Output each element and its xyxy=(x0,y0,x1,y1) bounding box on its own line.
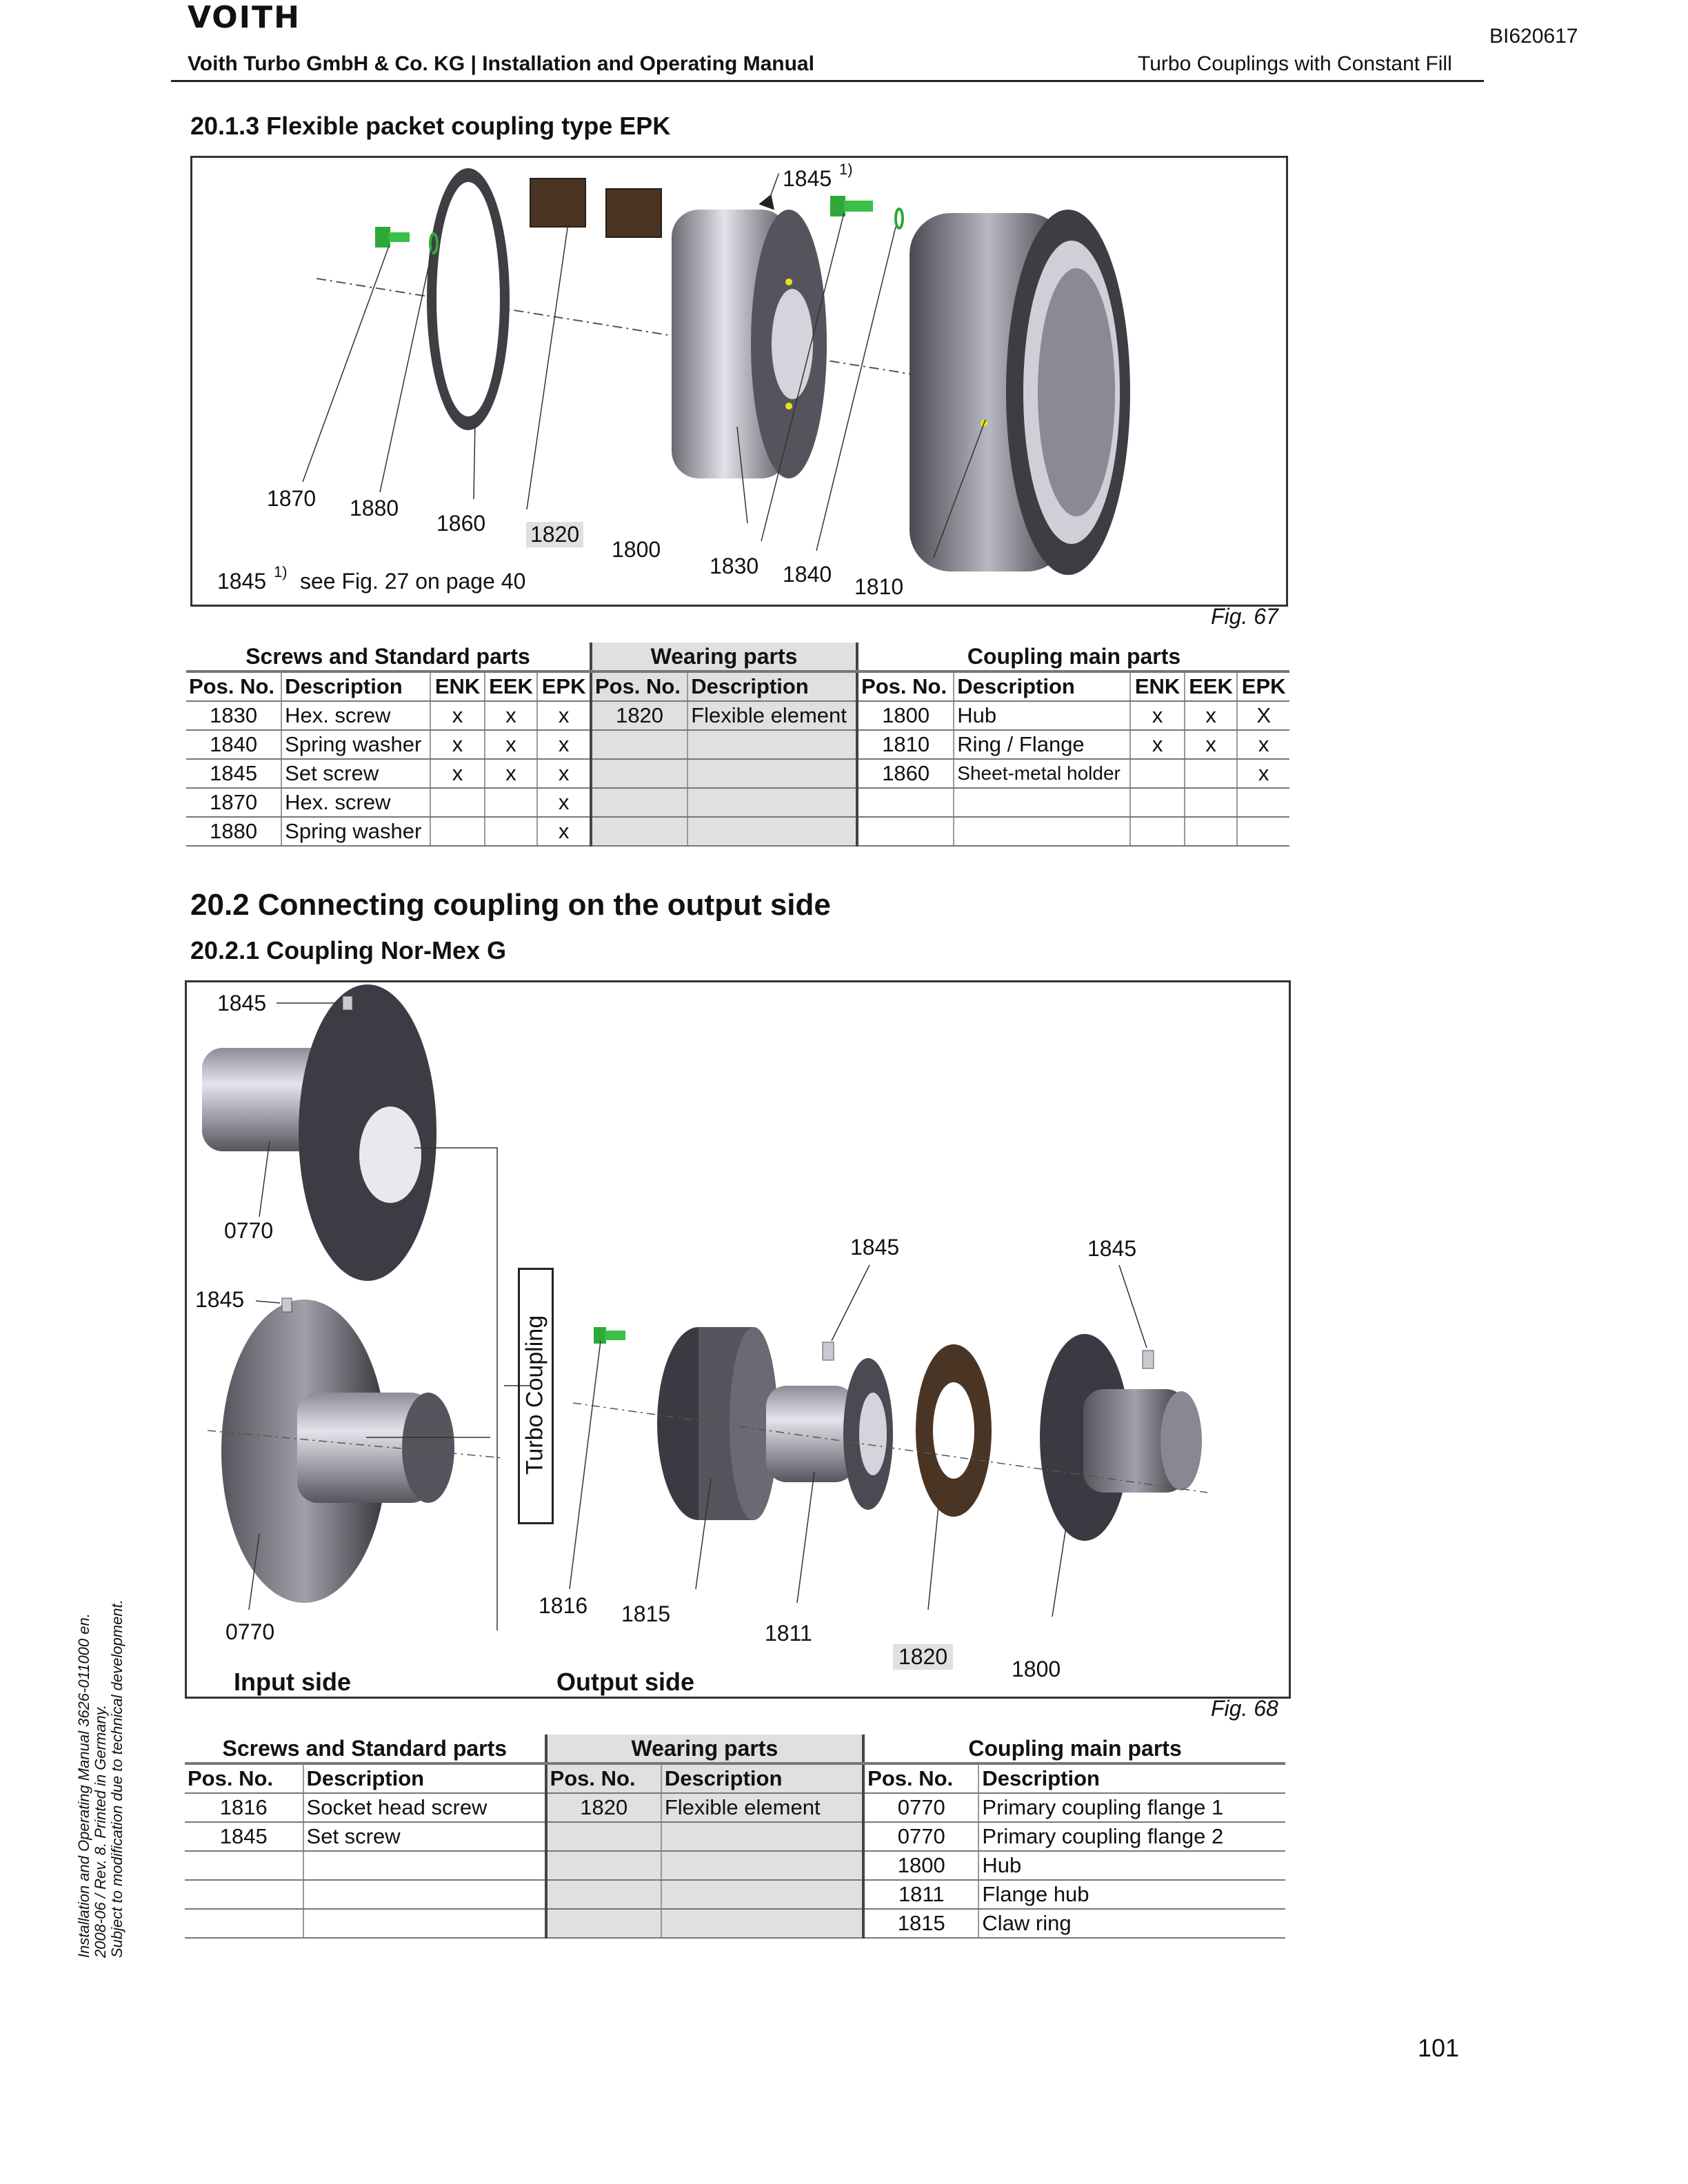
table-column-header xyxy=(186,671,1289,701)
turbo-coupling-label: Turbo Coupling xyxy=(521,1315,548,1475)
table-row xyxy=(186,788,1289,817)
cell-m-epk: x xyxy=(1237,759,1289,788)
cell-s-desc xyxy=(303,1851,546,1880)
cell-w-desc xyxy=(687,730,857,759)
table-column-header xyxy=(185,1763,1285,1793)
sheet-metal-holder-shape xyxy=(427,168,510,430)
flexible-element-shape-1 xyxy=(530,179,585,227)
cell-w-desc xyxy=(661,1909,863,1938)
cell-m-desc: Flange hub xyxy=(978,1880,1285,1909)
cell-s-eek xyxy=(485,817,538,846)
set-screw-shape-c xyxy=(823,1342,834,1360)
cell-m-epk: X xyxy=(1237,701,1289,730)
cell-s-epk: x xyxy=(537,759,591,788)
cell-w-pos xyxy=(546,1880,661,1909)
cell-s-epk: x xyxy=(537,701,591,730)
cell-m-pos: 1800 xyxy=(857,701,954,730)
cell-w-pos xyxy=(591,788,687,817)
cell-w-desc xyxy=(661,1880,863,1909)
claw-ring-1815-shape xyxy=(657,1327,778,1520)
header-doc-title: Turbo Couplings with Constant Fill xyxy=(1138,52,1452,75)
normex-exploded-drawing xyxy=(187,982,1289,1697)
label-1820: 1820 xyxy=(893,1644,953,1670)
set-screw-shape-a xyxy=(343,996,352,1010)
cell-s-pos xyxy=(185,1909,303,1938)
figure-67-caption: Fig. 67 xyxy=(1211,604,1278,629)
output-side-label: Output side xyxy=(556,1668,694,1696)
col-eek: EEK xyxy=(485,671,538,701)
hex-screw-1870-shape xyxy=(375,227,410,247)
cell-s-enk: x xyxy=(430,701,484,730)
epk-parts-table xyxy=(186,643,1289,847)
leader-lines-fig67 xyxy=(303,213,985,558)
group-main: Coupling main parts xyxy=(857,643,1289,671)
epk-exploded-drawing xyxy=(192,158,1286,605)
col-pos: Pos. No. xyxy=(186,671,281,701)
cell-m-desc: Claw ring xyxy=(978,1909,1285,1938)
cell-s-eek: x xyxy=(485,701,538,730)
section-heading-output-coupling: 20.2 Connecting coupling on the output side xyxy=(190,888,831,922)
cell-s-eek: x xyxy=(485,730,538,759)
col-description: Description xyxy=(954,671,1130,701)
cell-m-enk: x xyxy=(1130,701,1184,730)
footnote-text: see Fig. 27 on page 40 xyxy=(300,569,526,594)
col-description: Description xyxy=(281,671,430,701)
cell-w-desc xyxy=(687,817,857,846)
cell-s-pos: 1830 xyxy=(186,701,281,730)
label-1845-top: 1845 xyxy=(783,166,832,191)
label-1800: 1800 xyxy=(1012,1657,1061,1681)
cell-m-desc xyxy=(954,788,1130,817)
cell-m-epk: x xyxy=(1237,730,1289,759)
cell-w-pos xyxy=(546,1822,661,1851)
cell-m-pos: 0770 xyxy=(863,1793,978,1822)
label-1880: 1880 xyxy=(350,496,399,520)
cell-m-desc: Hub xyxy=(954,701,1130,730)
label-1815: 1815 xyxy=(621,1601,671,1626)
figure-68-caption: Fig. 68 xyxy=(1211,1696,1278,1721)
cell-m-pos: 1811 xyxy=(863,1880,978,1909)
col-pos: Pos. No. xyxy=(546,1763,661,1793)
label-0770-b: 0770 xyxy=(225,1619,275,1644)
label-1845-a: 1845 xyxy=(217,991,267,1015)
cell-s-desc xyxy=(303,1880,546,1909)
cell-s-epk: x xyxy=(537,788,591,817)
cell-s-pos: 1845 xyxy=(186,759,281,788)
turbo-coupling-box xyxy=(518,1268,554,1524)
cell-w-desc xyxy=(687,788,857,817)
group-main: Coupling main parts xyxy=(863,1735,1285,1763)
cell-w-desc xyxy=(661,1851,863,1880)
header-rule xyxy=(171,80,1484,82)
cell-m-epk xyxy=(1237,788,1289,817)
cell-m-pos: 1800 xyxy=(863,1851,978,1880)
cell-m-enk xyxy=(1130,817,1184,846)
cell-s-pos: 1870 xyxy=(186,788,281,817)
cell-m-desc: Ring / Flange xyxy=(954,730,1130,759)
cell-w-pos xyxy=(591,817,687,846)
table-row xyxy=(185,1851,1285,1880)
voith-logo: VOITH xyxy=(188,0,301,35)
label-1870: 1870 xyxy=(267,486,316,511)
cell-m-pos: 1860 xyxy=(857,759,954,788)
cell-m-desc xyxy=(954,817,1130,846)
label-1845-d: 1845 xyxy=(1087,1236,1137,1261)
col-epk: EPK xyxy=(537,671,591,701)
group-screws: Screws and Standard parts xyxy=(185,1735,546,1763)
col-description: Description xyxy=(661,1763,863,1793)
cell-s-enk: x xyxy=(430,730,484,759)
section-heading-epk: 20.1.3 Flexible packet coupling type EPK xyxy=(190,112,671,140)
ring-flange-1810-shape xyxy=(910,210,1130,575)
sidebar-line-3: Subject to modification due to technical development. xyxy=(108,1599,125,1958)
cell-m-eek xyxy=(1185,817,1238,846)
label-1810: 1810 xyxy=(854,574,904,599)
cell-s-eek xyxy=(485,788,538,817)
cell-s-desc: Hex. screw xyxy=(281,788,430,817)
table-row xyxy=(186,701,1289,730)
cell-m-pos: 1810 xyxy=(857,730,954,759)
label-1830: 1830 xyxy=(710,554,759,578)
cell-m-desc: Hub xyxy=(978,1851,1285,1880)
table-row xyxy=(186,817,1289,846)
input-side-label: Input side xyxy=(234,1668,351,1696)
cell-s-enk xyxy=(430,788,484,817)
group-wearing: Wearing parts xyxy=(591,643,857,671)
cell-w-desc: Flexible element xyxy=(687,701,857,730)
figure-68 xyxy=(185,980,1291,1699)
cell-m-eek xyxy=(1185,759,1238,788)
flexible-element-shape-2 xyxy=(606,189,661,237)
cell-m-desc: Sheet-metal holder xyxy=(954,759,1130,788)
hub-1800-shape xyxy=(1040,1334,1202,1541)
cell-m-eek: x xyxy=(1185,701,1238,730)
col-description: Description xyxy=(978,1763,1285,1793)
header-company-manual: Voith Turbo GmbH & Co. KG | Installation and Operating Manual xyxy=(188,52,814,75)
normex-parts-table xyxy=(185,1735,1285,1939)
label-0770-a: 0770 xyxy=(224,1218,274,1243)
cell-m-pos: 0770 xyxy=(863,1822,978,1851)
cell-s-pos xyxy=(185,1880,303,1909)
cell-s-enk: x xyxy=(430,759,484,788)
cell-m-pos xyxy=(857,817,954,846)
cell-s-eek: x xyxy=(485,759,538,788)
col-enk: ENK xyxy=(1130,671,1184,701)
table-row xyxy=(185,1909,1285,1938)
table-row xyxy=(186,759,1289,788)
cell-s-epk: x xyxy=(537,817,591,846)
cell-s-epk: x xyxy=(537,730,591,759)
cell-m-enk: x xyxy=(1130,730,1184,759)
cell-s-pos: 1816 xyxy=(185,1793,303,1822)
label-1845-footnote-mark: 1) xyxy=(839,161,853,178)
cell-s-desc: Set screw xyxy=(281,759,430,788)
label-1800: 1800 xyxy=(612,537,661,562)
cell-w-pos: 1820 xyxy=(546,1793,661,1822)
col-description: Description xyxy=(303,1763,546,1793)
label-1840: 1840 xyxy=(783,562,832,587)
cell-s-desc: Spring washer xyxy=(281,730,430,759)
col-pos: Pos. No. xyxy=(857,671,954,701)
footnote-mark: 1) xyxy=(274,563,288,580)
label-1845-c: 1845 xyxy=(850,1235,900,1260)
cell-m-enk xyxy=(1130,759,1184,788)
label-1820: 1820 xyxy=(526,522,583,547)
sidebar-imprint xyxy=(76,1599,125,1958)
cell-s-pos: 1840 xyxy=(186,730,281,759)
footnote-number: 1845 xyxy=(217,569,267,594)
label-1811: 1811 xyxy=(765,1621,812,1646)
table-group-header xyxy=(186,643,1289,671)
cell-s-pos: 1880 xyxy=(186,817,281,846)
cell-w-desc xyxy=(687,759,857,788)
cell-w-pos: 1820 xyxy=(591,701,687,730)
cell-m-pos xyxy=(857,788,954,817)
socket-head-screw-1816-shape xyxy=(594,1327,625,1344)
set-screw-shape-d xyxy=(1143,1351,1154,1368)
set-screw-shape-b xyxy=(282,1298,292,1312)
cell-m-pos: 1815 xyxy=(863,1909,978,1938)
cell-s-pos: 1845 xyxy=(185,1822,303,1851)
cell-w-desc: Flexible element xyxy=(661,1793,863,1822)
figure-67 xyxy=(190,156,1288,607)
subsection-heading-normex: 20.2.1 Coupling Nor-Mex G xyxy=(190,936,507,964)
cell-m-enk xyxy=(1130,788,1184,817)
col-pos: Pos. No. xyxy=(863,1763,978,1793)
cell-w-pos xyxy=(546,1851,661,1880)
label-1845-b: 1845 xyxy=(195,1287,245,1312)
cell-m-desc: Primary coupling flange 1 xyxy=(978,1793,1285,1822)
cell-s-desc: Socket head screw xyxy=(303,1793,546,1822)
label-1860: 1860 xyxy=(436,511,486,536)
flange-hub-1811-shape xyxy=(766,1358,893,1510)
cell-s-desc: Spring washer xyxy=(281,817,430,846)
cell-w-pos xyxy=(591,730,687,759)
cell-w-pos xyxy=(591,759,687,788)
group-wearing: Wearing parts xyxy=(546,1735,864,1763)
col-eek: EEK xyxy=(1185,671,1238,701)
cell-s-desc: Hex. screw xyxy=(281,701,430,730)
cell-m-desc: Primary coupling flange 2 xyxy=(978,1822,1285,1851)
col-epk: EPK xyxy=(1237,671,1289,701)
col-description: Description xyxy=(687,671,857,701)
hub-1800-shape xyxy=(672,210,827,478)
page-number: 101 xyxy=(1418,2034,1460,2062)
label-1816: 1816 xyxy=(539,1593,588,1618)
sidebar-line-1: Installation and Operating Manual 3626-011000 en. xyxy=(75,1613,92,1958)
document-id: BI620617 xyxy=(1489,25,1578,48)
cell-m-eek: x xyxy=(1185,730,1238,759)
sidebar-line-2: 2008-06 / Rev. 8. Printed in Germany. xyxy=(92,1704,109,1958)
table-row xyxy=(185,1793,1285,1822)
flexible-element-1820-shape xyxy=(916,1344,992,1517)
cell-w-desc xyxy=(661,1822,863,1851)
cell-s-desc xyxy=(303,1909,546,1938)
table-row xyxy=(185,1880,1285,1909)
group-screws: Screws and Standard parts xyxy=(186,643,591,671)
cell-w-pos xyxy=(546,1909,661,1938)
cell-s-pos xyxy=(185,1851,303,1880)
table-row xyxy=(186,730,1289,759)
col-enk: ENK xyxy=(430,671,484,701)
col-pos: Pos. No. xyxy=(185,1763,303,1793)
cell-s-desc: Set screw xyxy=(303,1822,546,1851)
table-group-header xyxy=(185,1735,1285,1763)
table-row xyxy=(185,1822,1285,1851)
cell-m-eek xyxy=(1185,788,1238,817)
cell-s-enk xyxy=(430,817,484,846)
cell-m-epk xyxy=(1237,817,1289,846)
col-pos: Pos. No. xyxy=(591,671,687,701)
